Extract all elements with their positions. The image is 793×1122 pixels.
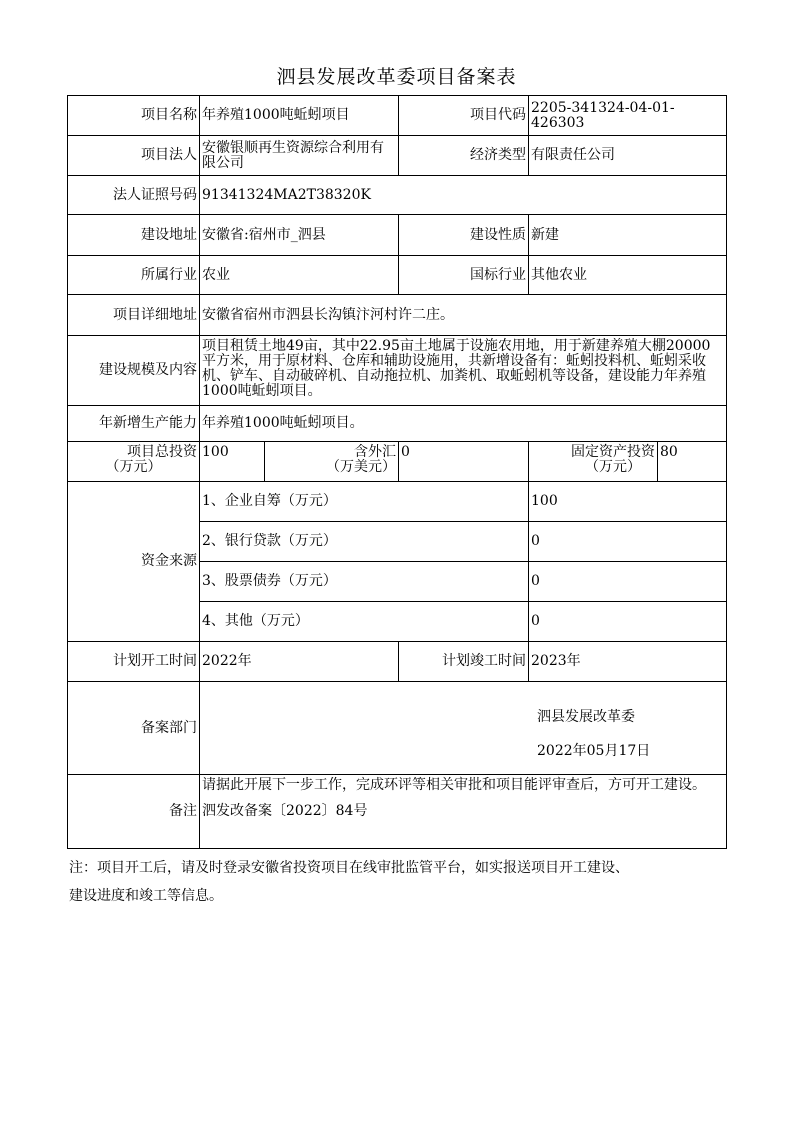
forex-label [265,442,399,482]
funding-item-value: 100 [529,482,727,522]
dept-date: 2022年05月17日 [537,743,651,759]
funding-label: 资金来源 [68,482,200,642]
capacity-label: 年新增生产能力 [68,406,200,442]
industry-label: 所属行业 [68,256,200,295]
funding-item-value: 0 [529,562,727,602]
cert-value: 91341324MA2T38320K [200,176,727,215]
national-industry-value: 其他农业 [529,256,727,295]
economic-type-value: 有限责任公司 [529,136,727,176]
detail-address-value: 安徽省宿州市泗县长沟镇汴河村许二庄。 [200,295,727,336]
table-row [68,336,727,406]
record-table [67,95,727,849]
end-label: 计划竣工时间 [399,642,529,682]
total-invest-label [68,442,200,482]
start-value: 2022年 [200,642,399,682]
table-row [68,482,727,522]
funding-item-label: 1、企业自筹（万元） [200,482,529,522]
legal-person-label: 项目法人 [68,136,200,176]
fixed-invest-label-line2: （万元） [585,459,642,475]
funding-item-value: 0 [529,522,727,562]
footnote [69,854,740,910]
economic-type-label: 经济类型 [399,136,529,176]
capacity-value: 年养殖1000吨蚯蚓项目。 [200,406,727,442]
forex-label-line2: （万美元） [326,459,397,475]
table-row [68,256,727,295]
footnote-line2: 建设进度和竣工等信息。 [69,888,223,904]
funding-item-value: 0 [529,602,727,642]
remark-text: 请据此开展下一步工作，完成环评等相关审批和项目能评审查后，方可开工建设。 [202,777,706,793]
table-row [68,442,727,482]
remark-number: 泗发改备案〔2022〕84号 [202,803,368,819]
table-row [68,775,727,849]
table-row [68,406,727,442]
scale-value: 项目租赁土地49亩，其中22.95亩土地属于设施农用地，用于新建养殖大棚20000平方米，用于原材料、仓库和辅助设施用，共新增设备有：蚯蚓投料机、蚯蚓采收机、铲车、自动破碎机、自动拖拉机、加粪机、取蚯蚓机等设备，建设能力年养殖1000吨蚯蚓项目。 [200,336,727,406]
project-name-label: 项目名称 [68,96,200,136]
project-name-value: 年养殖1000吨蚯蚓项目 [200,96,399,136]
total-invest-label-line2: （万元） [105,459,162,475]
national-industry-label: 国标行业 [399,256,529,295]
project-code-value: 2205-341324-04-01-426303 [529,96,727,136]
funding-item-label: 3、股票债券（万元） [200,562,529,602]
total-invest-value: 100 [200,442,265,482]
funding-item-label: 2、银行贷款（万元） [200,522,529,562]
table-row [68,136,727,176]
fixed-invest-label-line1: 固定资产投资 [571,444,656,460]
nature-label: 建设性质 [399,215,529,256]
table-row [68,642,727,682]
end-value: 2023年 [529,642,727,682]
dept-name: 泗县发展改革委 [537,709,635,725]
fixed-invest-value: 80 [658,442,727,482]
project-code-label: 项目代码 [399,96,529,136]
nature-value: 新建 [529,215,727,256]
forex-label-line1: 含外汇 [354,444,397,460]
fixed-invest-label [529,442,658,482]
dept-cell [200,682,727,775]
location-label: 建设地址 [68,215,200,256]
total-invest-label-line1: 项目总投资 [127,444,197,460]
cert-label: 法人证照号码 [68,176,200,215]
remark-cell [200,775,727,849]
legal-person-value: 安徽银顺再生资源综合利用有限公司 [200,136,399,176]
funding-item-label: 4、其他（万元） [200,602,529,642]
industry-value: 农业 [200,256,399,295]
table-row [68,682,727,775]
remark-label: 备注 [68,775,200,849]
detail-address-label: 项目详细地址 [68,295,200,336]
scale-label: 建设规模及内容 [68,336,200,406]
location-value: 安徽省:宿州市_泗县 [200,215,399,256]
forex-value: 0 [399,442,529,482]
table-row [68,215,727,256]
start-label: 计划开工时间 [68,642,200,682]
table-row [68,176,727,215]
footnote-line1: 注：项目开工后，请及时登录安徽省投资项目在线审批监管平台，如实报送项目开工建设、 [69,860,629,876]
page-title: 泗县发展改革委项目备案表 [276,66,517,88]
dept-label: 备案部门 [68,682,200,775]
table-row [68,96,727,136]
table-row [68,295,727,336]
